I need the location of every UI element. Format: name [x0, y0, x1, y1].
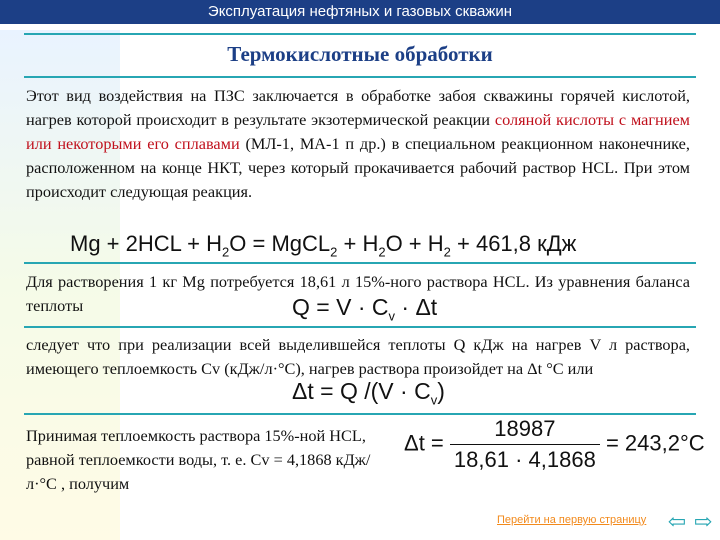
reaction-part: + 461,8 кДж	[450, 231, 577, 256]
result-rhs: = 243,2°C	[605, 430, 705, 456]
equation-text: Q = V · C	[292, 294, 389, 320]
fraction-denominator: 18,61 · 4,1868	[453, 447, 596, 472]
equation-text: · Δt	[395, 294, 438, 320]
equation-subscript: v	[388, 308, 395, 324]
reaction-part: O = MgCL	[229, 231, 331, 256]
section-divider	[24, 326, 696, 328]
result-equation	[404, 416, 705, 473]
title-divider	[24, 76, 696, 78]
paragraph-dissolve: Для растворения 1 кг Mg потребуется 18,61 л 15%-ного раствора HCL. Из уравнения баланса теплоты	[26, 272, 690, 315]
delta-t-equation	[292, 378, 445, 408]
intro-text-highlight: соляной кислоты с магнием или некоторыми его сплавами	[26, 110, 690, 153]
reaction-subscript: 2	[330, 244, 338, 260]
section-divider	[24, 262, 696, 264]
reaction-equation	[70, 231, 576, 259]
heat-balance-equation	[292, 294, 437, 324]
section-divider	[24, 413, 696, 415]
result-fraction	[450, 416, 600, 473]
equation-subscript: v	[430, 392, 438, 408]
reaction-subscript: 2	[378, 244, 386, 260]
paragraph-heating: следует что при реализации всей выделившейся теплоты Q кДж на нагрев V л раствора, имеющего теплоемкость Cv (кДж/л·°С), нагрев раствора произойдет на Δt °С или	[26, 335, 690, 378]
top-divider	[24, 33, 696, 35]
arrow-left-icon[interactable]: ⇦	[667, 509, 687, 534]
fraction-numerator: 18987	[450, 416, 600, 445]
header-title: Эксплуатация нефтяных и газовых скважин	[0, 0, 720, 24]
reaction-subscript: 2	[443, 244, 451, 260]
first-page-link[interactable]: Перейти на первую страницу	[497, 514, 647, 526]
paragraph-heat-capacity: Принимая теплоемкость раствора 15%-ной HCL, равной теплоемкости воды, т. е. Cv = 4,1868 кДж/л·°С , получим	[26, 426, 371, 493]
intro-text-a: Этот вид воздействия на ПЗС заключается в обработке забоя скважины горячей кислотой, нагрев которой происходит в результате экзотермической реакции	[26, 86, 690, 129]
arrow-right-icon[interactable]: ⇨	[693, 509, 713, 534]
reaction-subscript: 2	[222, 244, 230, 260]
reaction-part: Mg + 2HCL + H	[70, 231, 223, 256]
equation-text: Δt = Q /(V · C	[292, 378, 431, 404]
paragraph-intro	[26, 84, 690, 204]
result-lhs: Δt =	[404, 430, 444, 456]
reaction-part: O + H	[385, 231, 444, 256]
equation-text: )	[437, 378, 445, 404]
reaction-part: + H	[337, 231, 379, 256]
intro-text-b: (МЛ-1, МА-1 п др.) в специальном реакционном наконечнике, расположенном на конце НКТ, через который прокачивается рабочий раствор HCL. При этом происходит следующая реакция.	[26, 134, 690, 201]
slide-title: Термокислотные обработки	[227, 42, 493, 66]
